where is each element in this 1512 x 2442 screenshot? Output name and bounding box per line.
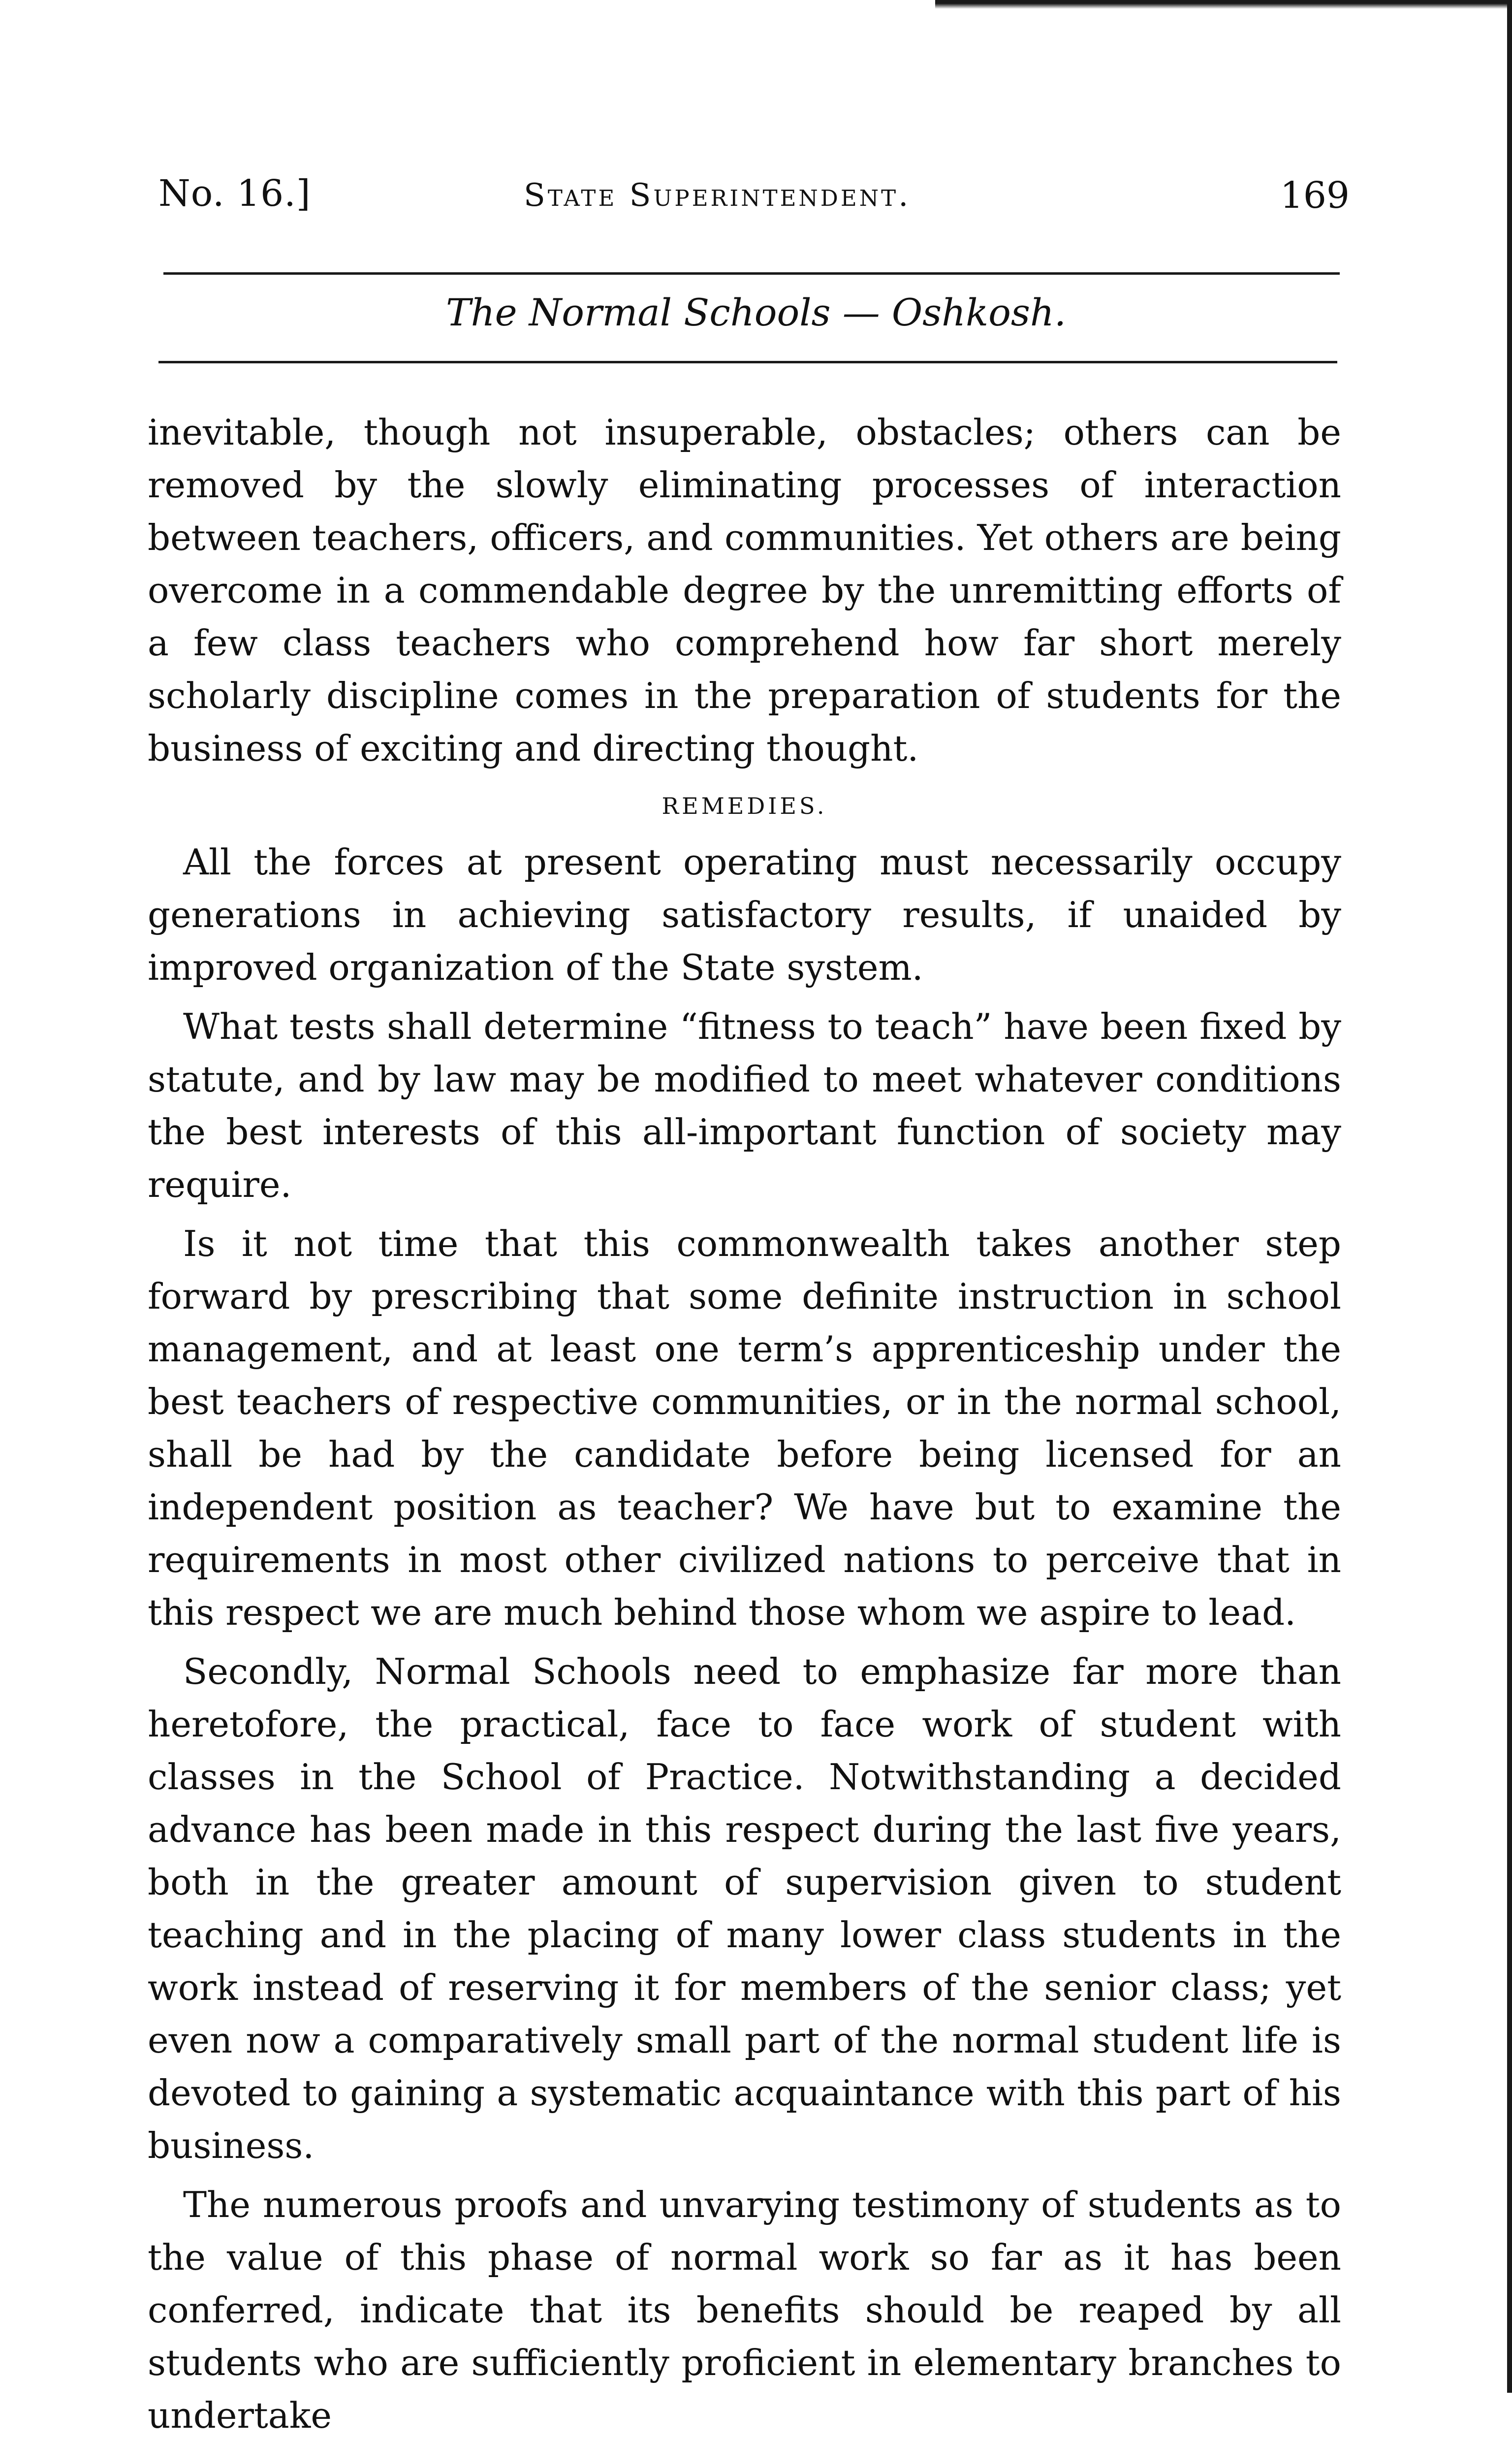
header-rule-top — [163, 272, 1340, 275]
page-number: 169 — [1280, 174, 1350, 217]
body-text — [148, 406, 1341, 2442]
paragraph: The numerous proofs and unvarying testimony of students as to the value of this phase of normal work so far as it has been conferred, indicate that its benefits should be reaped by all students who are sufficiently proficient in elementary branches to undertake — [148, 2184, 1341, 2436]
running-title: State Superintendent. — [524, 177, 911, 214]
paragraph: What tests shall determine “fitness to teach” have been fixed by statute, and by law may be modified to meet whatever conditions the best interests of this all-important function of society may require. — [148, 1006, 1341, 1205]
paragraph: Secondly, Normal Schools need to emphasize far more than heretofore, the practical, face to face work of student with classes in the School of Practice. Notwithstanding a decided advance has been made in this respect during the last five years, both in the greater amount of supervision given to student teaching and in the placing of many lower class students in the work instead of reserving it for members of the senior class; yet even now a comparatively small part of the normal student life is devoted to gaining a systematic acquaintance with this part of his business. — [148, 1651, 1341, 2166]
paragraph-continued: inevitable, though not insuperable, obstacles; others can be removed by the slowly eliminating processes of interaction between teachers, officers, and communities. Yet others are being overcome in a commendable degree by the unremitting efforts of a few class teachers who comprehend how far short merely scholarly discipline comes in the preparation of students for the business of exciting and directing thought. — [148, 412, 1341, 769]
header-rule-bottom — [158, 361, 1337, 363]
paragraph: All the forces at present operating must necessarily occupy generations in achieving satisfactory results, if unaided by improved organization of the State system. — [148, 841, 1341, 988]
paragraph: Is it not time that this commonwealth takes another step forward by prescribing that some definite instruction in school management, and at least one term’s apprenticeship under the best teachers of respective communities, or in the normal school, shall be had by the candidate before being licensed for an independent position as teacher? We have but to examine the requirements in most other civilized nations to perceive that in this respect we are much behind those whom we aspire to lead. — [148, 1223, 1341, 1633]
scan-edge-top — [935, 0, 1512, 9]
page-header — [158, 166, 1350, 216]
volume-number: No. 16.] — [158, 172, 311, 215]
scan-edge-right — [1507, 0, 1512, 2393]
subheading-remedies: REMEDIES. — [662, 793, 827, 819]
section-title: The Normal Schools — Oshkosh. — [445, 290, 1067, 334]
